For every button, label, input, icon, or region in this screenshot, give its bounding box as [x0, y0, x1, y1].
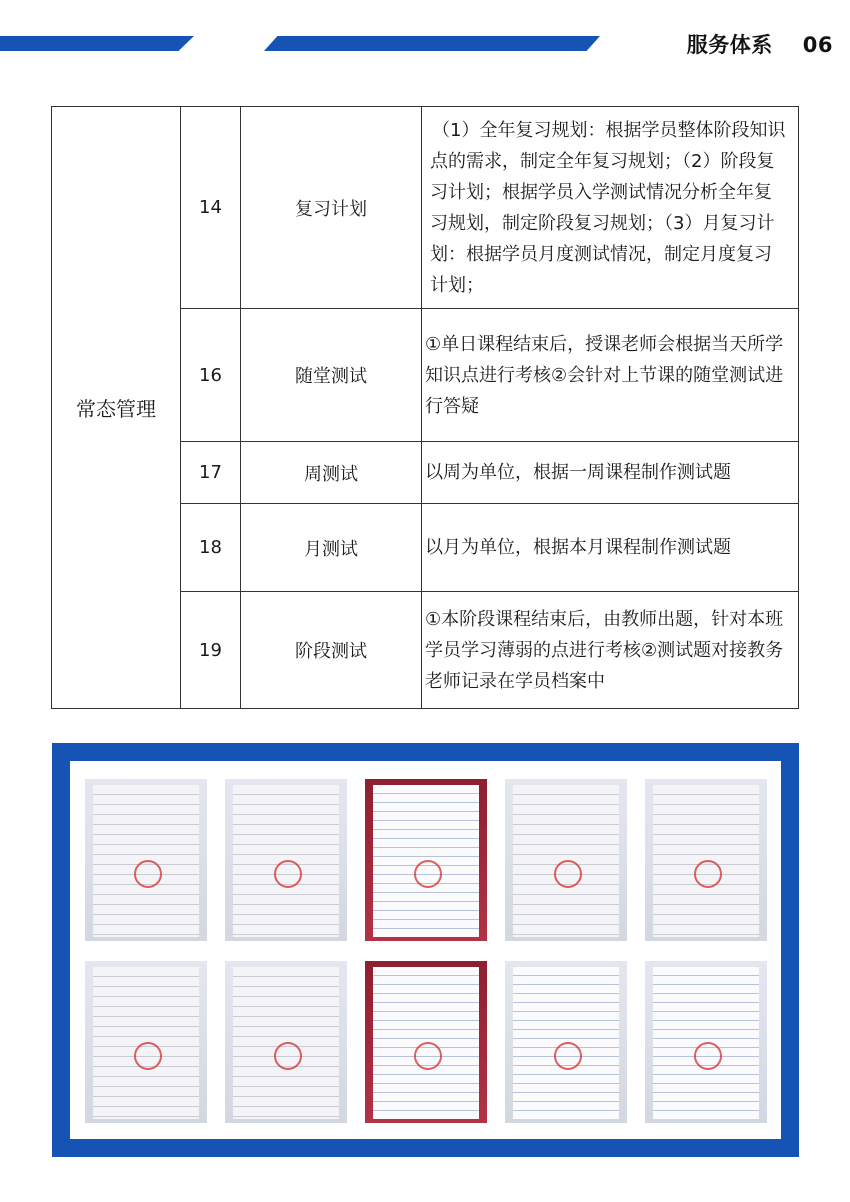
item-description: ①单日课程结束后，授课老师会根据当天所学知识点进行考核②会针对上节课的随堂测试进行答疑 [422, 309, 799, 442]
photo-gallery-frame [52, 743, 799, 1157]
test-paper-photo [85, 779, 207, 941]
category-cell: 常态管理 [52, 107, 181, 709]
item-number: 16 [181, 309, 241, 442]
test-paper-photo [85, 961, 207, 1123]
test-paper-photo [365, 961, 487, 1123]
item-name: 月测试 [241, 504, 422, 592]
test-paper-photo [505, 961, 627, 1123]
photo-gallery [70, 761, 781, 1139]
item-number: 17 [181, 442, 241, 504]
header-stripe-left [0, 36, 194, 51]
item-description: ①本阶段课程结束后，由教师出题，针对本班学员学习薄弱的点进行考核②测试题对接教务老师记录在学员档案中 [422, 592, 799, 709]
item-name: 随堂测试 [241, 309, 422, 442]
section-title: 服务体系 [686, 33, 773, 57]
item-description: （1）全年复习规划：根据学员整体阶段知识点的需求，制定全年复习规划；（2）阶段复习计划；根据学员入学测试情况分析全年复习规划，制定阶段复习规划；（3）月复习计划：根据学员月度测试情况，制定月度复习计划； [422, 107, 799, 309]
test-paper-photo [225, 961, 347, 1123]
item-name: 复习计划 [241, 107, 422, 309]
test-paper-photo [645, 779, 767, 941]
item-description: 以周为单位，根据一周课程制作测试题 [422, 442, 799, 504]
management-table [51, 106, 799, 709]
page-number: 06 [802, 33, 833, 57]
item-number: 14 [181, 107, 241, 309]
page-header [687, 29, 833, 59]
item-description: 以月为单位，根据本月课程制作测试题 [422, 504, 799, 592]
item-name: 阶段测试 [241, 592, 422, 709]
item-number: 18 [181, 504, 241, 592]
item-name: 周测试 [241, 442, 422, 504]
test-paper-photo [365, 779, 487, 941]
header-stripe-right [264, 36, 600, 51]
test-paper-photo [645, 961, 767, 1123]
item-number: 19 [181, 592, 241, 709]
test-paper-photo [225, 779, 347, 941]
test-paper-photo [505, 779, 627, 941]
table-row [52, 107, 799, 309]
